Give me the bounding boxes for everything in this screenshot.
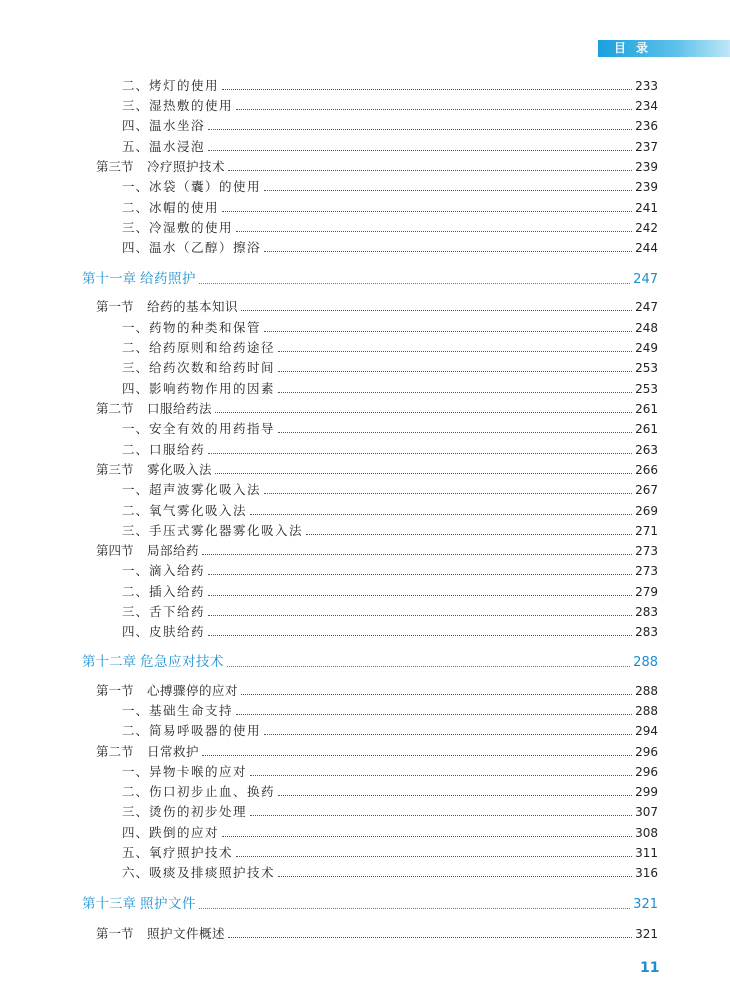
toc-entry-page: 247 (635, 300, 658, 314)
toc-entry-title: 插入给药 (149, 584, 206, 599)
toc-entry-title: 湿热敷的使用 (149, 98, 234, 113)
toc-entry-page: 269 (635, 504, 658, 518)
toc-entry-number: 四、 (122, 240, 150, 255)
toc-item-row[interactable] (122, 76, 658, 96)
toc-section-row[interactable] (96, 742, 658, 762)
toc-item-row[interactable] (122, 96, 658, 116)
toc-entry-title: 口服给药法 (147, 401, 213, 416)
toc-entry-number: 一、 (122, 482, 150, 497)
toc-item-row[interactable] (122, 823, 658, 843)
dot-leader (208, 634, 632, 636)
toc-section-row[interactable] (96, 681, 658, 701)
toc-item-row[interactable] (122, 218, 658, 238)
toc-entry-number: 第二节 (96, 401, 134, 416)
toc-entry-page: 296 (635, 765, 658, 779)
toc-entry-number: 一、 (122, 563, 150, 578)
dot-leader (199, 282, 630, 284)
toc-entry-page: 242 (635, 221, 658, 235)
toc-entry-title: 氧气雾化吸入法 (149, 503, 248, 518)
dot-leader (236, 855, 632, 857)
toc-entry-number: 第一节 (96, 683, 134, 698)
toc-item-row[interactable] (122, 843, 658, 863)
toc-section-row[interactable] (96, 541, 658, 561)
toc-entry-title: 安全有效的用药指导 (149, 421, 276, 436)
toc-entry-title: 冰帽的使用 (149, 200, 220, 215)
toc-item-row[interactable] (122, 198, 658, 218)
toc-entry-title: 冷湿敷的使用 (149, 220, 234, 235)
toc-entry-title: 温水坐浴 (149, 118, 206, 133)
toc-item-row[interactable] (122, 440, 658, 460)
toc-entry-number: 二、 (122, 442, 150, 457)
toc-entry-page: 271 (635, 524, 658, 538)
dot-leader (264, 492, 632, 494)
toc-entry-title: 给药照护 (140, 271, 196, 287)
toc-item-row[interactable] (122, 762, 658, 782)
toc-entry-number: 一、 (122, 320, 150, 335)
toc-entry-title: 日常救护 (147, 744, 200, 759)
toc-entry-page: 244 (635, 241, 658, 255)
dot-leader (264, 330, 632, 332)
toc-item-row[interactable] (122, 782, 658, 802)
dot-leader (202, 754, 632, 756)
toc-entry-title: 手压式雾化器雾化吸入法 (149, 523, 304, 538)
dot-leader (236, 230, 632, 232)
toc-item-row[interactable] (122, 802, 658, 822)
toc-entry-number: 第三节 (96, 462, 134, 477)
toc-entry-title: 照护文件 (140, 896, 196, 912)
toc-entry-title: 异物卡喉的应对 (149, 764, 248, 779)
toc-entry-page: 307 (635, 805, 658, 819)
toc-entry-title: 给药次数和给药时间 (149, 360, 276, 375)
toc-entry-number: 四、 (122, 825, 150, 840)
toc-entry-number: 三、 (122, 98, 150, 113)
toc-item-row[interactable] (122, 318, 658, 338)
toc-entry-page: 236 (635, 119, 658, 133)
toc-entry-number: 四、 (122, 381, 150, 396)
toc-entry-number: 三、 (122, 604, 150, 619)
toc-section-row[interactable] (96, 460, 658, 480)
dot-leader (250, 814, 632, 816)
toc-entry-number: 二、 (122, 200, 150, 215)
toc-entry-page: 296 (635, 745, 658, 759)
toc-entry-title: 伤口初步止血、换药 (149, 784, 276, 799)
toc-entry-number: 三、 (122, 523, 150, 538)
dot-leader (228, 169, 632, 171)
toc-section-row[interactable] (96, 924, 658, 944)
toc-item-row[interactable] (122, 238, 658, 258)
dot-leader (236, 108, 632, 110)
toc-chapter-row[interactable] (82, 651, 658, 673)
toc-entry-page: 273 (635, 564, 658, 578)
toc-entry-number: 四、 (122, 118, 150, 133)
toc-entry-page: 253 (635, 361, 658, 375)
toc-entry-page: 311 (635, 846, 658, 860)
toc-entry-title: 烤灯的使用 (149, 78, 220, 93)
dot-leader (250, 513, 632, 515)
toc-entry-number: 第十二章 (82, 654, 136, 670)
toc-entry-number: 第一节 (96, 299, 134, 314)
dot-leader (208, 614, 632, 616)
toc-entry-number: 第一节 (96, 926, 134, 941)
toc-chapter-row[interactable] (82, 268, 658, 290)
toc-entry-page: 261 (635, 422, 658, 436)
toc-entry-number: 一、 (122, 421, 150, 436)
toc-entry-page: 263 (635, 443, 658, 457)
toc-item-row[interactable] (122, 177, 658, 197)
toc-entry-number: 三、 (122, 220, 150, 235)
toc-item-row[interactable] (122, 622, 658, 642)
toc-item-row[interactable] (122, 480, 658, 500)
toc-item-row[interactable] (122, 701, 658, 721)
toc-entry-page: 294 (635, 724, 658, 738)
dot-leader (278, 875, 632, 877)
dot-leader (199, 907, 630, 909)
toc-entry-page: 288 (633, 655, 658, 670)
dot-leader (208, 452, 632, 454)
toc-entry-number: 第四节 (96, 543, 134, 558)
dot-leader (241, 309, 632, 311)
toc-entry-page: 248 (635, 321, 658, 335)
toc-entry-page: 234 (635, 99, 658, 113)
dot-leader (278, 431, 632, 433)
toc-section-row[interactable] (96, 157, 658, 177)
toc-entry-number: 一、 (122, 764, 150, 779)
dot-leader (264, 250, 632, 252)
toc-entry-number: 一、 (122, 179, 150, 194)
toc-entry-title: 照护文件概述 (147, 926, 226, 941)
toc-entry-number: 二、 (122, 784, 150, 799)
toc-entry-title: 口服给药 (149, 442, 206, 457)
toc-entry-number: 二、 (122, 723, 150, 738)
toc-entry-page: 316 (635, 866, 658, 880)
toc-entry-page: 279 (635, 585, 658, 599)
toc-entry-title: 吸痰及排痰照护技术 (149, 865, 276, 880)
toc-entry-title: 给药原则和给药途径 (149, 340, 276, 355)
toc-item-row[interactable] (122, 863, 658, 883)
toc-item-row[interactable] (122, 582, 658, 602)
toc-entry-page: 321 (635, 927, 658, 941)
dot-leader (227, 665, 630, 667)
toc-entry-page: 267 (635, 483, 658, 497)
toc-entry-title: 滴入给药 (149, 563, 206, 578)
toc-entry-page: 299 (635, 785, 658, 799)
dot-leader (208, 594, 632, 596)
toc-item-row[interactable] (122, 602, 658, 622)
toc-entry-title: 给药的基本知识 (147, 299, 239, 314)
toc-section-row[interactable] (96, 399, 658, 419)
toc-entry-number: 第三节 (96, 159, 134, 174)
dot-leader (241, 693, 632, 695)
toc-entry-number: 二、 (122, 78, 150, 93)
toc-item-row[interactable] (122, 419, 658, 439)
toc-entry-title: 皮肤给药 (149, 624, 206, 639)
running-header-title: 目录 (614, 41, 659, 55)
dot-leader (215, 411, 632, 413)
dot-leader (215, 472, 632, 474)
toc-entry-title: 温水（乙醇）擦浴 (149, 240, 262, 255)
toc-section-row[interactable] (96, 297, 658, 317)
dot-leader (236, 713, 632, 715)
toc-entry-number: 第十三章 (82, 896, 136, 912)
toc-entry-page: 273 (635, 544, 658, 558)
toc-item-row[interactable] (122, 721, 658, 741)
dot-leader (222, 210, 632, 212)
toc-entry-title: 雾化吸入法 (147, 462, 213, 477)
toc-entry-title: 心搏骤停的应对 (147, 683, 239, 698)
toc-entry-number: 五、 (122, 139, 150, 154)
toc-entry-title: 影响药物作用的因素 (149, 381, 276, 396)
toc-entry-page: 321 (633, 897, 658, 912)
toc-entry-number: 第二节 (96, 744, 134, 759)
toc-item-row[interactable] (122, 379, 658, 399)
dot-leader (222, 88, 632, 90)
toc-entry-page: 239 (635, 180, 658, 194)
toc-entry-title: 基础生命支持 (149, 703, 234, 718)
dot-leader (278, 391, 632, 393)
toc-entry-title: 温水浸泡 (149, 139, 206, 154)
toc-entry-title: 冰袋（囊）的使用 (149, 179, 262, 194)
toc-entry-page: 283 (635, 625, 658, 639)
toc-item-row[interactable] (122, 358, 658, 378)
toc-entry-page: 237 (635, 140, 658, 154)
dot-leader (222, 835, 632, 837)
toc-entry-title: 危急应对技术 (140, 654, 224, 670)
dot-leader (208, 128, 632, 130)
toc-entry-page: 249 (635, 341, 658, 355)
toc-entry-number: 第十一章 (82, 271, 136, 287)
toc-item-row[interactable] (122, 501, 658, 521)
toc-entry-title: 氧疗照护技术 (149, 845, 234, 860)
toc-entry-number: 三、 (122, 360, 150, 375)
toc-entry-title: 超声波雾化吸入法 (149, 482, 262, 497)
toc-item-row[interactable] (122, 338, 658, 358)
toc-entry-page: 288 (635, 684, 658, 698)
toc-entry-number: 五、 (122, 845, 150, 860)
toc-entry-title: 简易呼吸器的使用 (149, 723, 262, 738)
toc-entry-number: 二、 (122, 503, 150, 518)
toc-entry-page: 283 (635, 605, 658, 619)
toc-item-row[interactable] (122, 521, 658, 541)
toc-item-row[interactable] (122, 561, 658, 581)
toc-chapter-row[interactable] (82, 893, 658, 915)
page-number: 11 (640, 960, 660, 976)
toc-entry-number: 四、 (122, 624, 150, 639)
toc-entry-page: 266 (635, 463, 658, 477)
toc-entry-number: 六、 (122, 865, 150, 880)
dot-leader (202, 553, 632, 555)
toc-entry-page: 247 (633, 272, 658, 287)
toc-entry-title: 药物的种类和保管 (149, 320, 262, 335)
toc-entry-page: 241 (635, 201, 658, 215)
toc-item-row[interactable] (122, 116, 658, 136)
dot-leader (306, 533, 632, 535)
toc-entry-number: 二、 (122, 584, 150, 599)
toc-entry-page: 288 (635, 704, 658, 718)
toc-entry-title: 舌下给药 (149, 604, 206, 619)
toc-entry-title: 冷疗照护技术 (147, 159, 226, 174)
dot-leader (208, 149, 632, 151)
toc-entry-page: 233 (635, 79, 658, 93)
dot-leader (228, 936, 632, 938)
toc-entry-title: 烫伤的初步处理 (149, 804, 248, 819)
toc-entry-title: 局部给药 (147, 543, 200, 558)
dot-leader (208, 573, 632, 575)
dot-leader (250, 774, 632, 776)
toc-entry-number: 二、 (122, 340, 150, 355)
dot-leader (278, 370, 632, 372)
toc-entry-page: 308 (635, 826, 658, 840)
toc-item-row[interactable] (122, 137, 658, 157)
toc-entry-page: 261 (635, 402, 658, 416)
toc-entry-title: 跌倒的应对 (149, 825, 220, 840)
dot-leader (264, 733, 632, 735)
dot-leader (264, 189, 632, 191)
toc-entry-number: 三、 (122, 804, 150, 819)
dot-leader (278, 350, 632, 352)
dot-leader (278, 794, 632, 796)
toc-entry-number: 一、 (122, 703, 150, 718)
toc-entry-page: 239 (635, 160, 658, 174)
toc-entry-page: 253 (635, 382, 658, 396)
